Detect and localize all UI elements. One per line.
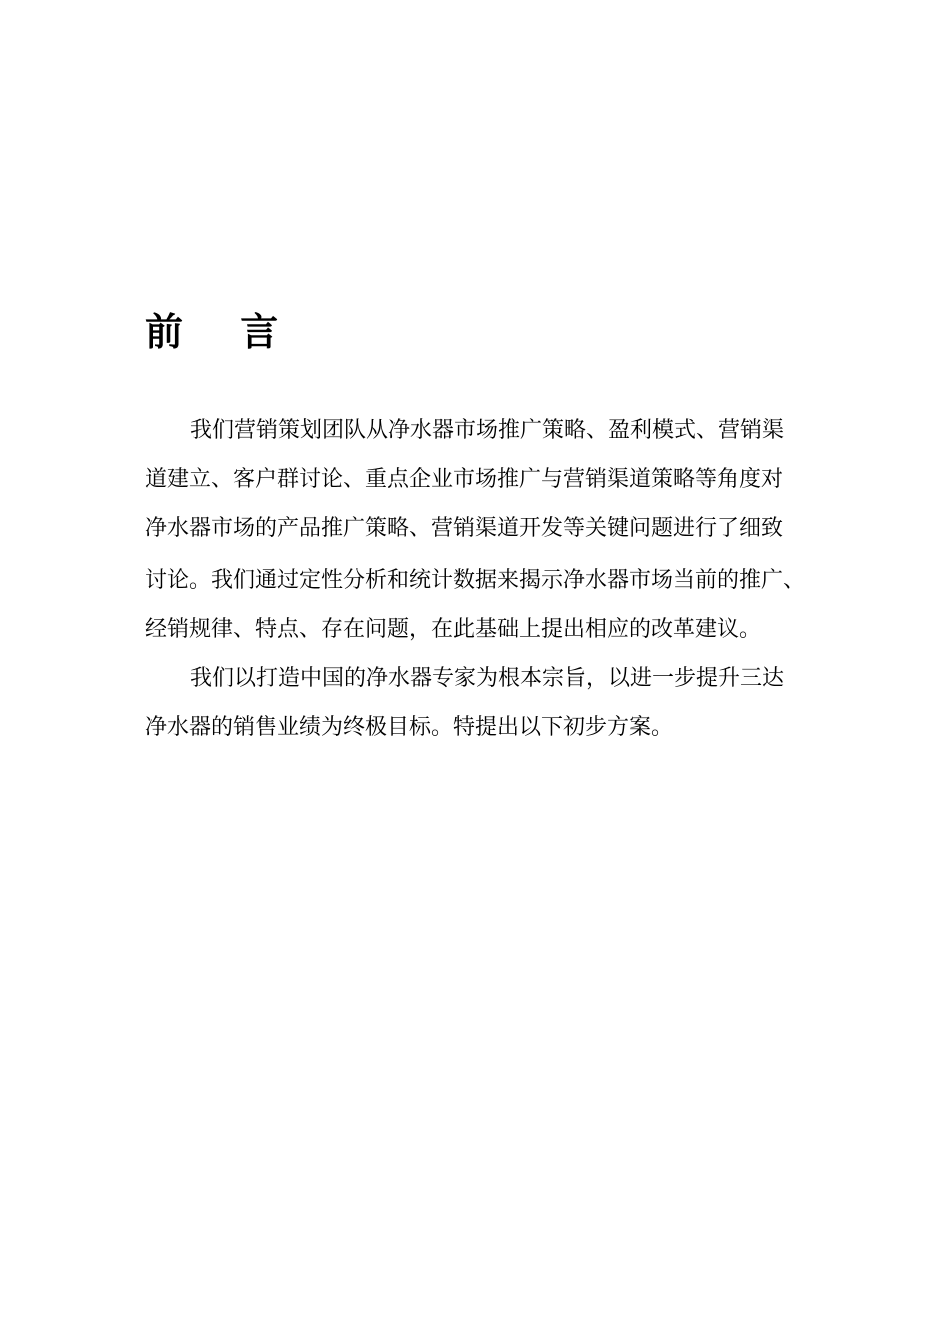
paragraph-2-line-1: 我们以打造中国的净水器专家为根本宗旨，以进一步提升三达 [190, 666, 785, 691]
paragraph-1-line-4: 讨论。我们通过定性分析和统计数据来揭示净水器市场当前的推广、 [145, 568, 806, 593]
paragraph-1-line-1: 我们营销策划团队从净水器市场推广策略、盈利模式、营销渠 [190, 418, 785, 443]
paragraph-1-line-2: 道建立、客户群讨论、重点企业市场推广与营销渠道策略等角度对 [145, 467, 784, 492]
page-title: 前 言 [145, 309, 301, 354]
paragraph-1-line-5: 经销规律、特点、存在问题，在此基础上提出相应的改革建议。 [145, 617, 762, 642]
paragraph-1-line-3: 净水器市场的产品推广策略、营销渠道开发等关键问题进行了细致 [145, 516, 784, 541]
paragraph-2-line-2: 净水器的销售业绩为终极目标。特提出以下初步方案。 [145, 715, 674, 740]
